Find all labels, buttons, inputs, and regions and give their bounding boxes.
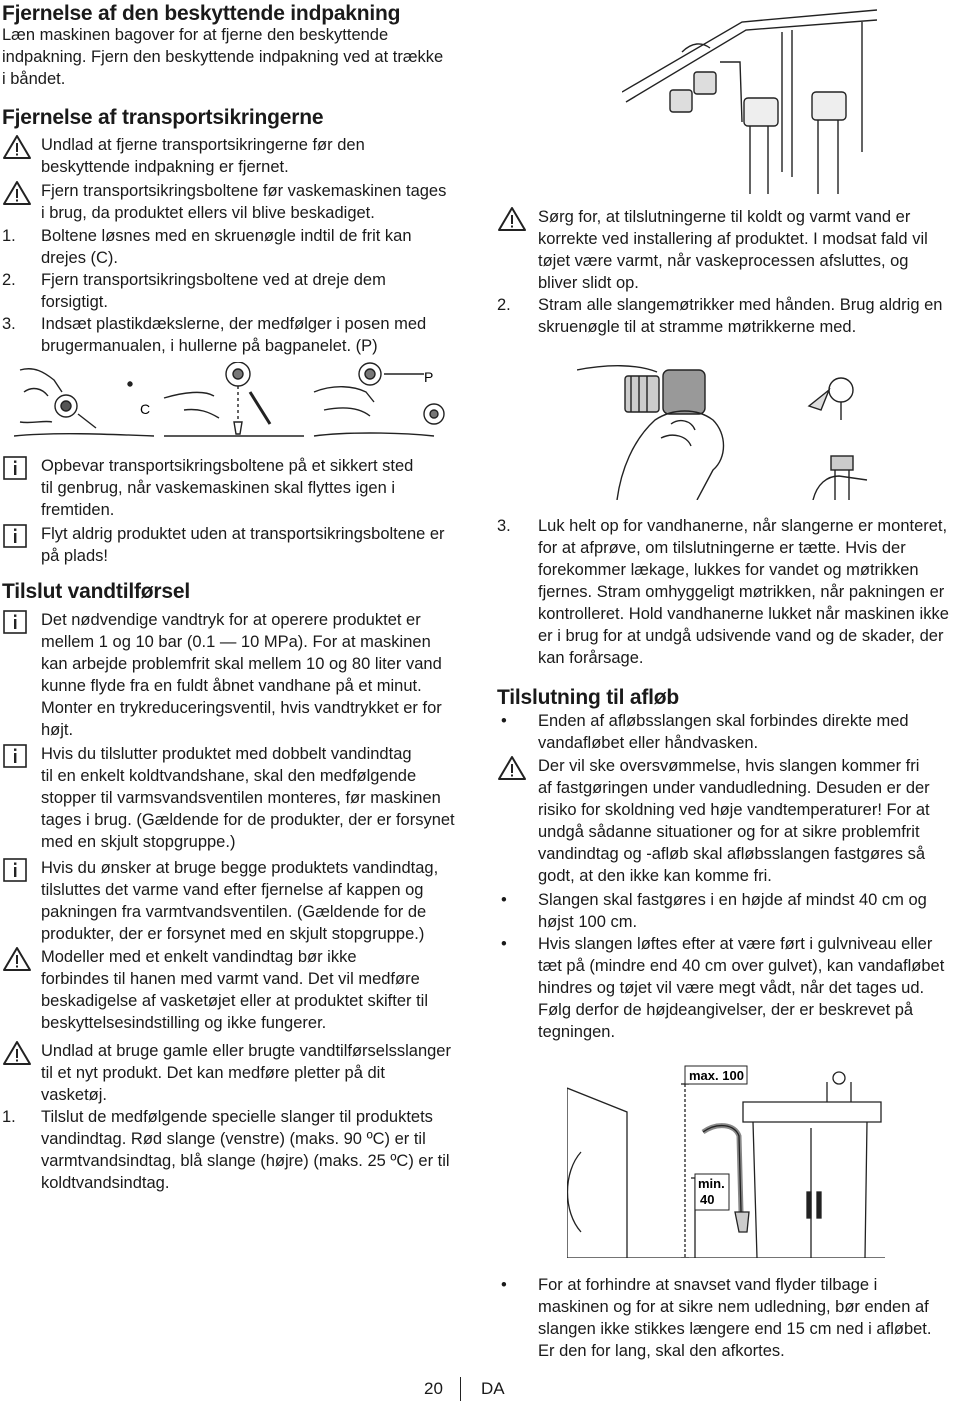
step-number: 1.	[2, 1108, 16, 1126]
warning-icon	[2, 134, 32, 160]
info-icon	[2, 455, 28, 481]
warning-block-4: Undlad at bruge gamle eller brugte vandtilførselsslanger til et nyt produkt. Det kan medføre pletter på dit vasketøj.	[2, 1040, 470, 1106]
bullet-drain-2: • Slangen skal fastgøres i en højde af mindst 40 cm og højst 100 cm.	[501, 891, 927, 931]
transport-bolts-illustration	[14, 362, 464, 442]
step-2-remove: 2. Fjern transportsikringsboltene ved at dreje dem forsigtigt.	[2, 271, 386, 311]
step-1-connect-hoses: 1. Tilslut de medfølgende specielle slanger til produktets vandindtag. Rød slange (venstre) (maks. 90 ºC) er til varmtvandsindtag, blå slange (højre) (maks. 25 ºC) er til koldtvandsindtag.	[2, 1108, 450, 1192]
drain-height-illustration	[567, 1062, 885, 1258]
info-note-1: Opbevar transportsikringsboltene på et sikkert sted til genbrug, når vaskemaskinen skal flyttes igen i fremtiden.	[2, 455, 470, 521]
step-2-tighten: 2. Stram alle slangemøtrikker med hånden. Brug aldrig en skruenøgle til at stramme møtrikkerne med.	[497, 296, 943, 336]
warning-icon	[2, 180, 32, 206]
heading-drain-connection: Tilslutning til afløb	[497, 686, 680, 709]
bullet-drain-4: • For at forhindre at snavset vand flyder tilbage i maskinen og for at sikre nem udledning, bør enden af slangen ikke stikkes længere end 15 cm ned i afløbet. Er den for lang, skal den afkortes.	[501, 1276, 932, 1360]
step-number: 2.	[497, 296, 511, 314]
figure-label-p: P	[424, 369, 434, 385]
packaging-text: Læn maskinen bagover for at fjerne den beskyttende indpakning. Fjern den beskyttende indpakning ved at trække i båndet.	[2, 26, 444, 88]
heading-transport-bolts: Fjernelse af transportsikringerne	[2, 106, 324, 129]
step-1-loosen: 1. Boltene løsnes med en skruenøgle indtil de frit kan drejes (C).	[2, 227, 412, 267]
info-note-3: Det nødvendige vandtryk for at operere produktet er mellem 1 og 10 bar (0.1 — 10 MPa). For at maskinen kan arbejde problemfrit skal mellem 10 og 80 liter vand kunne flyde fra en fuldt åbnet vandhane på et minut. Monter en trykreduceringsventil, hvis vandtrykket er for højt.	[2, 609, 470, 741]
step-3-covers: 3. Indsæt plastikdækslerne, der medfølger i posen med brugermanualen, i hullerne på bagpanelet. (P)	[2, 315, 427, 355]
step-number: 3.	[497, 517, 511, 535]
figure-label-min: min.	[698, 1176, 725, 1191]
page-number: 20	[424, 1379, 443, 1398]
warning-icon	[497, 206, 527, 232]
page-footer	[0, 1377, 960, 1403]
language-code: DA	[481, 1379, 505, 1398]
info-icon	[2, 743, 28, 769]
info-icon	[2, 857, 28, 883]
warning-block-2: Fjern transportsikringsboltene før vaskemaskinen tages i brug, da produktet ellers vil blive beskadiget.	[2, 180, 470, 224]
bullet: •	[501, 891, 507, 909]
info-icon	[2, 609, 28, 635]
info-note-5: Hvis du ønsker at bruge begge produktets vandindtag, tilsluttes det varme vand efter fjernelse af kappen og pakningen fra varmtvandsventilen. (Gældende for de produkter, der er forsynet med en skjult stopgruppe.)	[2, 857, 470, 945]
step-number: 1.	[2, 227, 16, 245]
step-number: 2.	[2, 271, 16, 289]
info-note-4: Hvis du tilslutter produktet med dobbelt vandindtag til en enkelt koldtvandshane, skal den medfølgende stopper til varmsvandsventilen monteres, før maskinen tages i brug. (Gældende for de produkter, der er forsynet med en skjult stopgruppe.)	[2, 743, 470, 853]
warning-block-1: Undlad at fjerne transportsikringerne før den beskyttende indpakning er fjernet.	[2, 134, 470, 178]
figure-label-min-value: 40	[700, 1192, 715, 1207]
footer-divider	[460, 1377, 461, 1401]
warning-block-3: Modeller med et enkelt vandindtag bør ikke forbindes til hanen med varmt vand. Det vil medføre beskadigelse af vasketøjet eller at produktet skifter til beskyttelsesindstilling og ikke fungerer.	[2, 946, 470, 1034]
info-icon	[2, 523, 28, 549]
bullet: •	[501, 1276, 507, 1294]
step-number: 3.	[2, 315, 16, 333]
figure-label-max: max. 100	[689, 1068, 744, 1083]
tighten-nut-illustration	[577, 360, 917, 500]
heading-packaging-removal: Fjernelse af den beskyttende indpakning	[2, 2, 401, 25]
bullet-drain-1: • Enden af afløbsslangen skal forbindes direkte med vandafløbet eller håndvasken.	[501, 712, 909, 752]
heading-water-supply: Tilslut vandtilførsel	[2, 580, 190, 603]
bullet-drain-3: • Hvis slangen løftes efter at være ført i gulvniveau eller tæt på (mindre end 40 cm over gulvet), kan vandafløbet hindres og tøjet vil være megt vådt, når det tages ud. Følg derfor de højdeangivelser, der er beskrevet på tegningen.	[501, 935, 945, 1041]
warning-flood: Der vil ske oversvømmelse, hvis slangen kommer fri af fastgøringen under vandudledning. Desuden er der risiko for skoldning ved høje vandtemperaturer! For at undgå sådanne situationer og for at sikre problemfrit vandindtag og -afløb skal afløbsslangen fastgøres så godt, at den ikke kan komme fri.	[497, 755, 960, 887]
bullet: •	[501, 712, 507, 730]
warning-hot-cold: Sørg for, at tilslutningerne til koldt og varmt vand er korrekte ved installering af produktet. I modsat fald vil tøjet være varmt, når vaskeprocessen afsluttes, og bliver slidt op.	[497, 206, 960, 294]
step-3-test: 3. Luk helt op for vandhanerne, når slangerne er monteret, for at afprøve, om tilslutningerne er tætte. Hvis der forekommer lækage, lukkes for vandet og møtrikken fjernes. Stram omhyggeligt møtrikken, når pakningen er kontrolleret. Hold vandhanerne lukket når maskinen ikke er i brug for at undgå udsivende vand og de skader, der kan forårsage.	[497, 517, 949, 667]
warning-icon	[2, 1040, 32, 1066]
warning-icon	[2, 946, 32, 972]
bullet: •	[501, 935, 507, 953]
hose-connection-illustration	[622, 2, 877, 194]
warning-icon	[497, 755, 527, 781]
info-note-2: Flyt aldrig produktet uden at transportsikringsboltene er på plads!	[2, 523, 470, 567]
figure-label-c: C	[140, 401, 151, 417]
